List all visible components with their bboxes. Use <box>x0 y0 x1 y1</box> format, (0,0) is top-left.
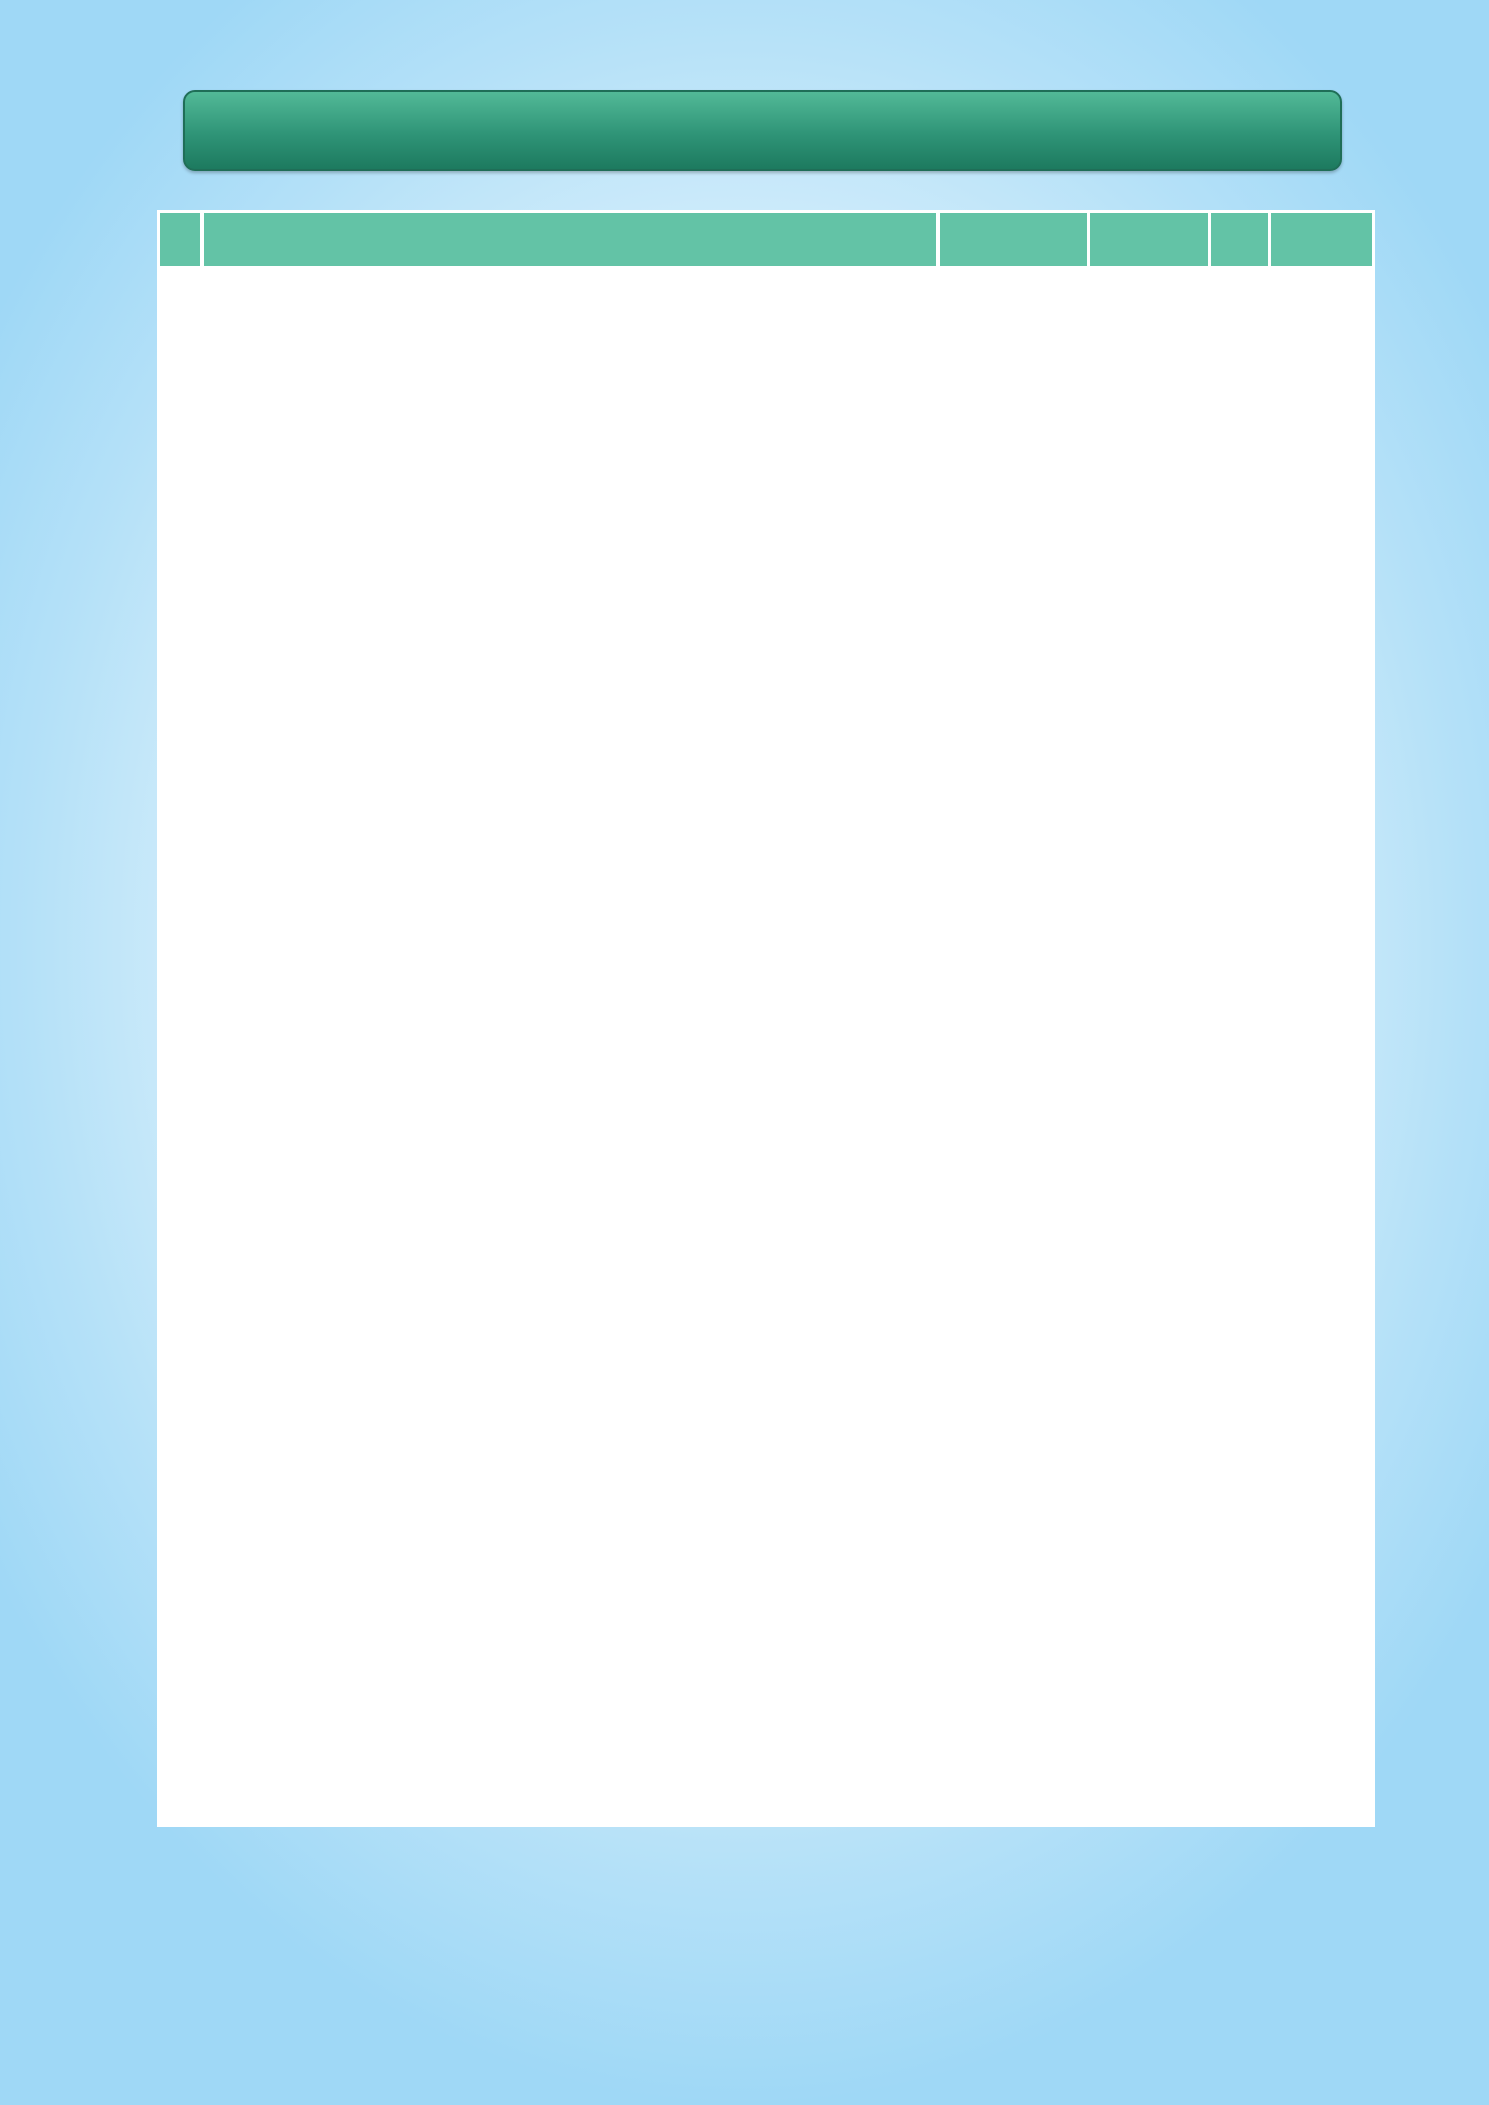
solvent-table <box>157 210 1375 1827</box>
header-category-cell <box>160 213 200 266</box>
category-1-label <box>160 269 200 501</box>
header-iarc <box>1211 213 1268 266</box>
header-cas-no <box>940 213 1087 266</box>
category-3-label <box>160 1607 200 1824</box>
category-2-label <box>160 503 200 1605</box>
page-title <box>183 90 1342 171</box>
page-subtitle <box>0 170 1489 210</box>
header-carcinogen-guideline <box>1271 213 1372 266</box>
header-boiling-point <box>1090 213 1208 266</box>
header-substance-name <box>204 213 936 266</box>
